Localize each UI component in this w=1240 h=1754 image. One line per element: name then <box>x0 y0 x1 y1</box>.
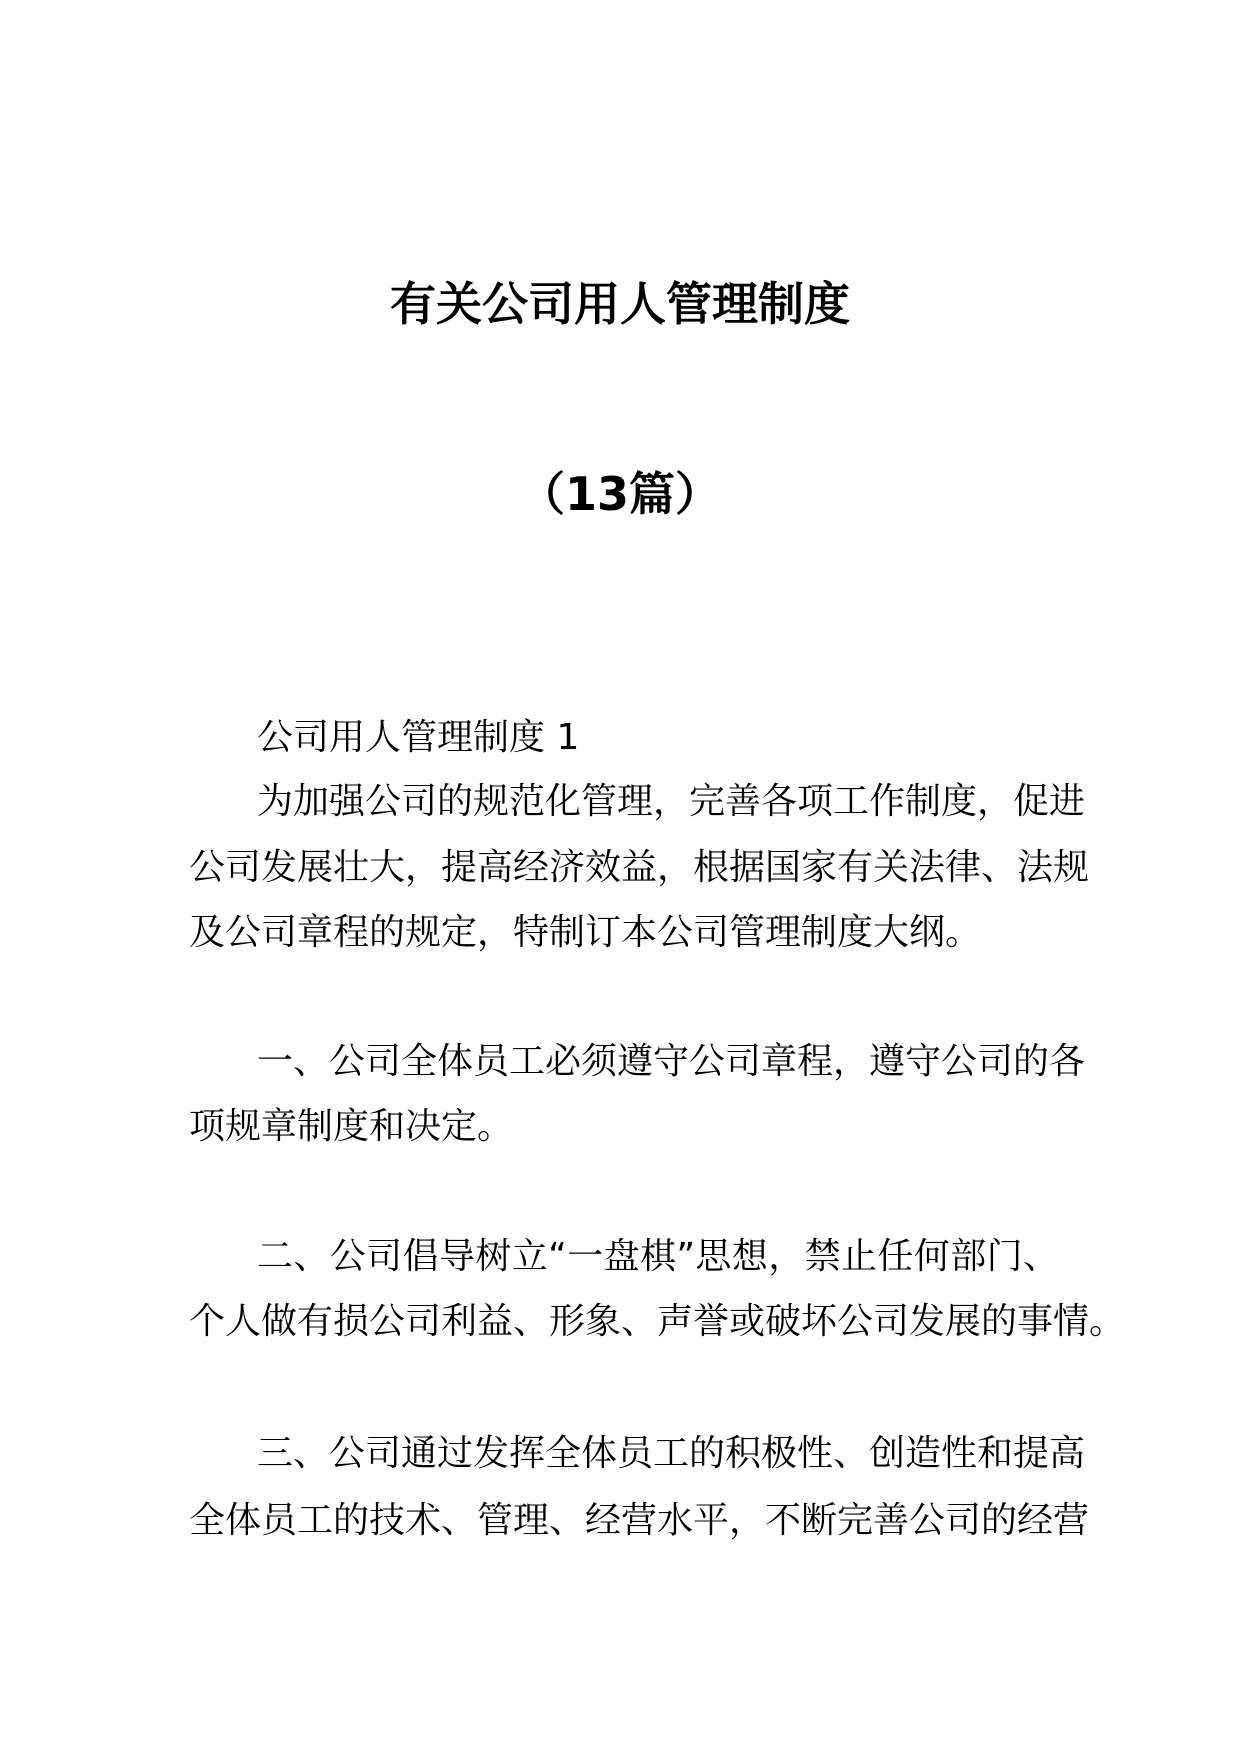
paragraph-line: 项规章制度和决定。 <box>189 1106 514 1147</box>
paragraph-line: 二、公司倡导树立“一盘棋”思想，禁止任何部门、 <box>257 1236 1059 1277</box>
paragraph-line: 一、公司全体员工必须遵守公司章程，遵守公司的各 <box>257 1041 1086 1082</box>
paragraph-line: 及公司章程的规定，特制订本公司管理制度大纲。 <box>189 912 982 953</box>
paragraph-line: 三、公司通过发挥全体员工的积极性、创造性和提高 <box>257 1433 1086 1474</box>
paragraph-line: 个人做有损公司利益、形象、声誉或破坏公司发展的事情。 <box>189 1301 1126 1342</box>
paragraph-line: 全体员工的技术、管理、经营水平，不断完善公司的经营 <box>189 1500 1090 1541</box>
section-heading: 公司用人管理制度 1 <box>257 717 580 758</box>
document-title: 有关公司用人管理制度 <box>390 277 850 331</box>
paragraph-line: 为加强公司的规范化管理，完善各项工作制度，促进 <box>257 781 1086 822</box>
paragraph-line: 公司发展壮大，提高经济效益，根据国家有关法律、法规 <box>189 847 1090 888</box>
document-subtitle: （13篇） <box>518 467 721 521</box>
